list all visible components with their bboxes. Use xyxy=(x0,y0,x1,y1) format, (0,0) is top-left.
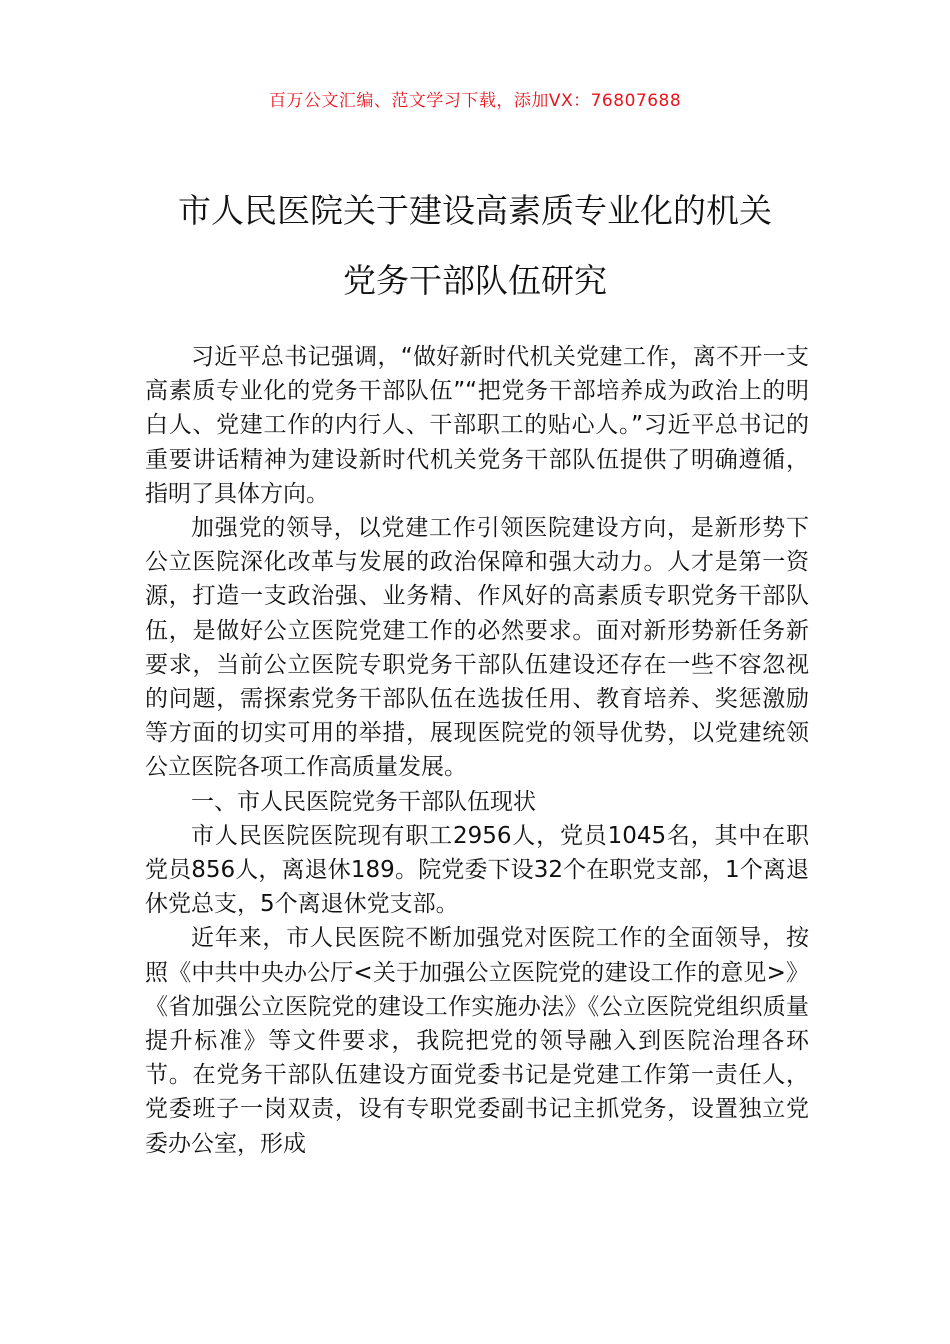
header-notice: 百万公文汇编、范文学习下载，添加VX：76807688 xyxy=(268,91,682,111)
document-title-line-1: 市人民医院关于建设高素质专业化的机关 xyxy=(178,191,772,230)
paragraph-recent-work: 近年来，市人民医院不断加强党对医院工作的全面领导，按照《中共中央办公厅<关于加强公立医院党的建设工作的意见>》《省加强公立医院党的建设工作实施办法》《公立医院党组织质量提升标准》等文件要求，我院把党的领导融入到医院治理各环节。在党务干部队伍建设方面党委书记是党建工作第一责任人，党委班子一岗双责，设有专职党委副书记主抓党务，设置独立党委办公室，形成 xyxy=(145,925,809,1157)
paragraph-staff-stats: 市人民医院医院现有职工2956人，党员1045名，其中在职党员856人，离退休189。院党委下设32个在职党支部，1个离退休党总支，5个离退休党支部。 xyxy=(145,822,809,918)
section-heading-1: 一、市人民医院党务干部队伍现状 xyxy=(191,788,536,815)
document-title-line-2: 党务干部队伍研究 xyxy=(343,261,607,300)
paragraph-leadership: 加强党的领导，以党建工作引领医院建设方向，是新形势下公立医院深化改革与发展的政治保障和强大动力。人才是第一资源，打造一支政治强、业务精、作风好的高素质专职党务干部队伍，是做好公立医院党建工作的必然要求。面对新形势新任务新要求，当前公立医院专职党务干部队伍建设还存在一些不容忽视的问题，需探索党务干部队伍在选拔任用、教育培养、奖惩激励等方面的切实可用的举措，展现医院党的领导优势，以党建统领公立医院各项工作高质量发展。 xyxy=(145,515,809,781)
document-title xyxy=(120,176,830,316)
paragraph-intro: 习近平总书记强调，“做好新时代机关党建工作，离不开一支高素质专业化的党务干部队伍”“把党务干部培养成为政治上的明白人、党建工作的内行人、干部职工的贴心人。”习近平总书记的重要讲话精神为建设新时代机关党务干部队伍提供了明确遵循，指明了具体方向。 xyxy=(145,344,809,507)
document-body xyxy=(145,340,809,1161)
